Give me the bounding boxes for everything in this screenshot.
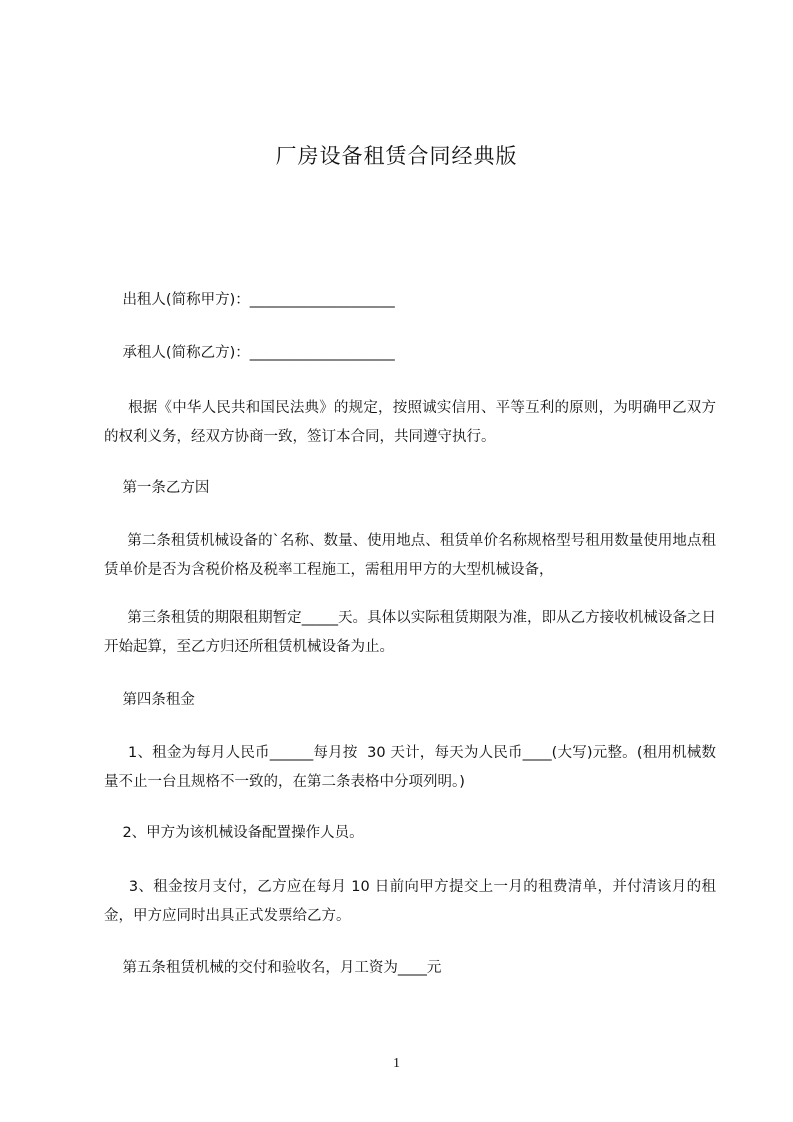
document-title: 厂房设备租赁合同经典版 (275, 144, 518, 168)
page-number: 1 (393, 1056, 400, 1071)
article-3-paragraph: 第三条租赁的期限租期暂定_____天。具体以实际租赁期限为准，即从乙方接收机械设备之日开始起算，至乙方归还所租赁机械设备为止。 (104, 610, 717, 655)
lessor-line: 出租人(简称甲方)：____________________ (104, 292, 395, 308)
rent-clause-3: 3、租金按月支付，乙方应在每月 10 日前向甲方提交上一月的租费清单，并付清该月的租金，甲方应同时出具正式发票给乙方。 (104, 879, 716, 924)
lessee-line: 承租人(简称乙方)：____________________ (104, 345, 395, 361)
preamble-paragraph: 根据《中华人民共和国民法典》的规定，按照诚实信用、平等互利的原则，为明确甲乙双方的权利义务，经双方协商一致，签订本合同，共同遵守执行。 (104, 400, 717, 445)
article-2-paragraph: 第二条租赁机械设备的`名称、数量、使用地点、租赁单价名称规格型号租用数量使用地点租赁单价是否为含税价格及税率工程施工，需租用甲方的大型机械设备， (104, 533, 717, 578)
article-5-heading: 第五条租赁机械的交付和验收名，月工资为____元 (104, 960, 442, 976)
rent-clause-1: 1、租金为每月人民币______每月按 30 天计，每天为人民币____(大写)元整。(租用机械数量不止一台且规格不一致的，在第二条表格中分项列明。) (104, 745, 716, 790)
article-4-heading: 第四条租金 (104, 692, 195, 708)
article-1-heading: 第一条乙方因 (104, 480, 210, 496)
rent-clause-2: 2、甲方为该机械设备配置操作人员。 (104, 825, 364, 841)
